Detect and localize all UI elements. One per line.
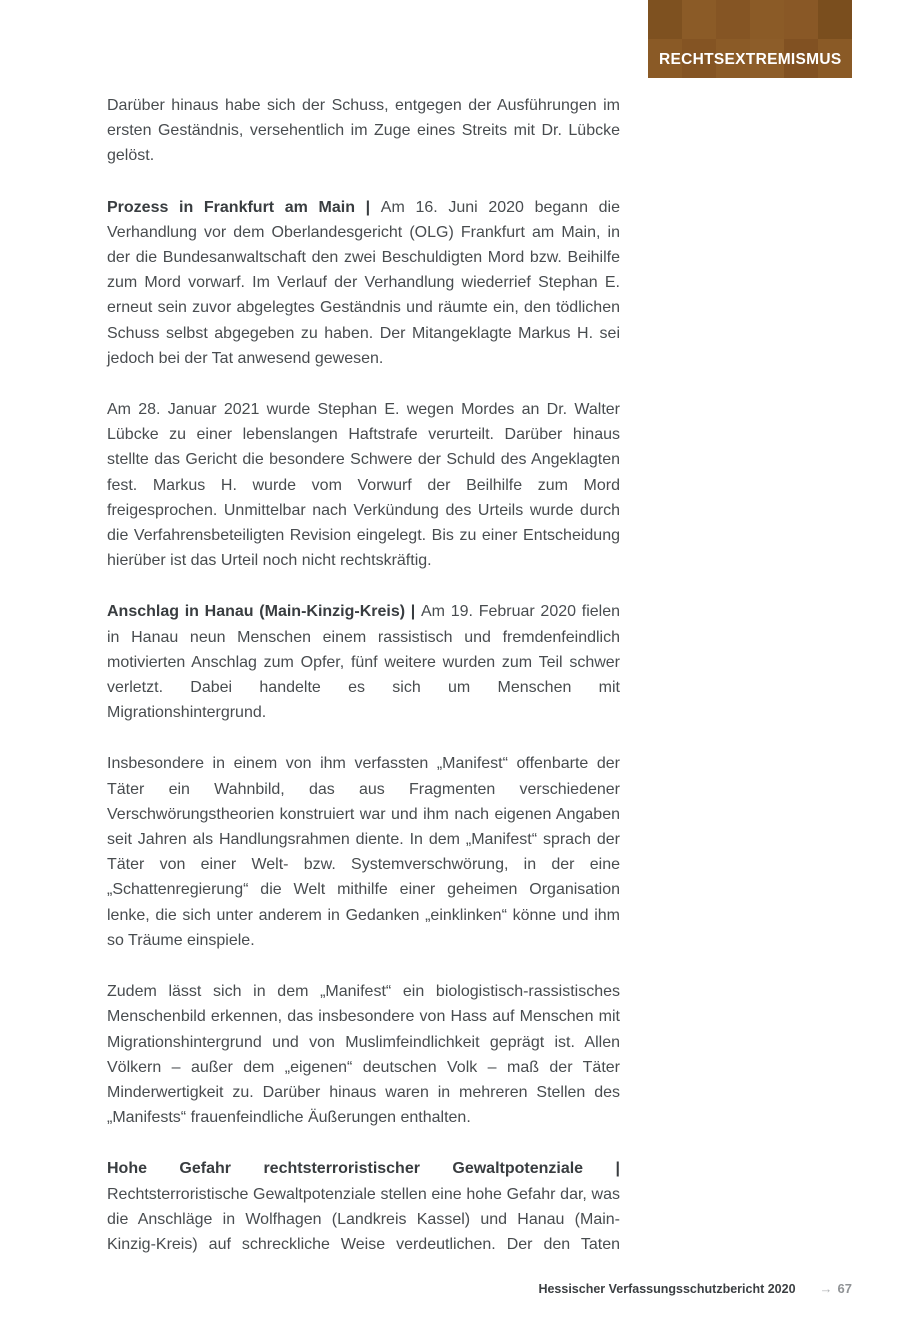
pattern-cell <box>716 0 750 39</box>
pattern-cell <box>750 0 784 39</box>
paragraph <box>107 195 620 371</box>
footer-report-title: Hessischer Verfassungsschutzbericht 2020 <box>538 1282 796 1296</box>
paragraph <box>107 979 620 1130</box>
pattern-cell <box>682 0 716 39</box>
paragraph <box>107 599 620 725</box>
paragraph-text: Am 28. Januar 2021 wurde Stephan E. wegen Mordes an Dr. Walter Lübcke zu einer lebenslangen Haftstrafe verurteilt. Darüber hinaus stellte das Gericht die besondere Schwere der Schuld des Angeklagten fest. Markus H. wurde vom Vorwurf der Beilhilfe zum Mord freigesprochen. Unmittelbar nach Verkündung des Urteils wurde durch die Verfahrensbeteiligten Revision eingelegt. Bis zu einer Entscheidung hierüber ist das Urteil noch nicht rechtskräftig. <box>107 401 620 570</box>
page-footer <box>538 1281 852 1296</box>
pattern-cell <box>818 0 852 39</box>
paragraph-lead: Anschlag in Hanau (Main-Kinzig-Kreis) | <box>107 603 421 621</box>
paragraph-lead: Prozess in Frankfurt am Main | <box>107 198 381 216</box>
chapter-title: RECHTSEXTREMISMUS <box>659 51 842 68</box>
paragraph-text: Zudem lässt sich in dem „Manifest“ ein biologistisch-rassistisches Menschenbild erkennen, das insbesondere von Hass auf Menschen mit Migrationshintergrund und von Muslimfeindlichkeit geprägt ist. Allen Völkern – außer dem „eigenen“ deutschen Volk – maß der Täter Minderwertigkeit zu. Darüber hinaus waren in mehreren Stellen des „Manifests“ frauenfeindliche Äußerungen enthalten. <box>107 983 620 1127</box>
arrow-right-icon: → <box>819 1281 833 1296</box>
paragraph-text: Darüber hinaus habe sich der Schuss, entgegen der Ausführungen im ersten Geständnis, versehentlich im Zuge eines Streits mit Dr. Lübcke gelöst. <box>107 97 620 165</box>
paragraph-lead: Hohe Gefahr rechtsterroristischer Gewaltpotenziale | <box>107 1160 620 1178</box>
paragraph <box>107 1156 620 1257</box>
paragraph-text: Am 19. Februar 2020 fielen in Hanau neun Menschen einem rassistisch und fremdenfeindlich motivierten Anschlag zum Opfer, fünf weitere wurden zum Teil schwer verletzt. Dabei handelte es sich um Menschen mit Migrationshintergrund. <box>107 603 621 722</box>
paragraph-text: Rechtsterroristische Gewaltpotenziale stellen eine hohe Gefahr dar, was die Anschläge in Wolfhagen (Landkreis Kassel) und Hanau (Main-Kinzig-Kreis) auf schreckliche Weise verdeutlichen. Der den Taten <box>107 1185 620 1253</box>
pattern-cell <box>648 0 682 39</box>
chapter-tab <box>648 0 852 78</box>
paragraph <box>107 751 620 953</box>
paragraph-text: Am 16. Juni 2020 begann die Verhandlung vor dem Oberlandesgericht (OLG) Frankfurt am Main, in der die Bundesanwaltschaft den zwei Beschuldigten Mord bzw. Beihilfe zum Mord vorwarf. Im Verlauf der Verhandlung wiederrief Stephan E. erneut sein zuvor abgelegtes Geständnis und räumte ein, den tödlichen Schuss selbst abgegeben zu haben. Der Mitangeklagte Markus H. sei jedoch bei der Tat anwesend gewesen. <box>107 198 621 367</box>
paragraph <box>107 397 620 573</box>
page-content <box>107 93 620 1283</box>
page-number: 67 <box>837 1281 852 1296</box>
pattern-cell <box>784 0 818 39</box>
paragraph <box>107 93 620 169</box>
paragraph-text: Insbesondere in einem von ihm verfassten „Manifest“ offenbarte der Täter ein Wahnbild, das aus Fragmenten verschiedener Verschwörungstheorien konstruiert war und ihm nach eigenen Angaben seit Jahren als Handlungsrahmen diente. In dem „Manifest“ sprach der Täter von einer Welt- bzw. Systemverschwörung, in der eine „Schattenregierung“ die Welt mithilfe einer geheimen Organisation lenke, die sich unter anderem in Gedanken „einklinken“ könne und ihm so Träume einspiele. <box>107 755 620 949</box>
